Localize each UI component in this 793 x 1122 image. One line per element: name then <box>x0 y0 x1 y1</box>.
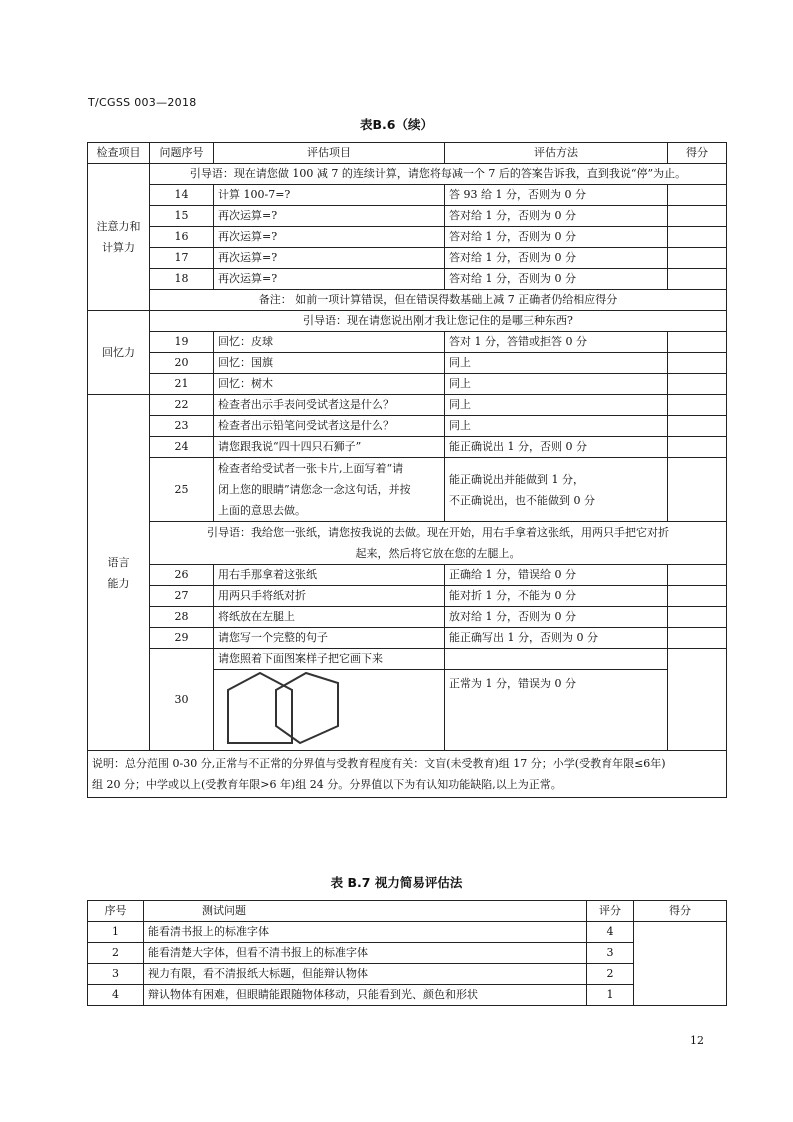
score-cell <box>668 416 727 437</box>
table-row <box>88 751 727 798</box>
question-item: 计算 100-7=? <box>214 185 445 206</box>
question-method: 同上 <box>445 374 668 395</box>
question-item: 回忆：皮球 <box>214 332 445 353</box>
score-cell <box>668 206 727 227</box>
attention-note: 备注： 如前一项计算错误，但在错误得数基础上减 7 正确者仍给相应得分 <box>150 290 727 311</box>
question-item: 再次运算=? <box>214 269 445 290</box>
score-cell <box>668 332 727 353</box>
table-row <box>88 206 727 227</box>
guide-line: 起来，然后将它放在您的左腿上。 <box>355 547 521 560</box>
score-cell <box>668 437 727 458</box>
header-item: 评估项目 <box>214 143 445 164</box>
question-method: 能正确说出 1 分，否则 0 分 <box>445 437 668 458</box>
table-row <box>88 437 727 458</box>
score-cell <box>668 607 727 628</box>
item-line: 闭上您的眼睛”请您念一念这句话，并按 <box>218 483 411 496</box>
question-item: 再次运算=? <box>214 206 445 227</box>
row-number: 1 <box>88 922 144 943</box>
row-number: 3 <box>88 964 144 985</box>
mmse-table <box>87 142 727 798</box>
score-cell <box>668 185 727 206</box>
table-row <box>88 943 727 964</box>
score-cell <box>668 374 727 395</box>
page-number: 12 <box>690 1034 704 1047</box>
header-category: 检查项目 <box>88 143 150 164</box>
question-number: 15 <box>150 206 214 227</box>
question-item: 检查者出示手表问受试者这是什么？ <box>214 395 445 416</box>
header-score: 得分 <box>668 143 727 164</box>
table-row <box>88 332 727 353</box>
question-method: 正常为 1 分，错误为 0 分 <box>445 670 668 751</box>
test-question: 能看清书报上的标准字体 <box>144 922 587 943</box>
table-row <box>88 985 727 1006</box>
table-row <box>88 374 727 395</box>
question-item <box>214 458 445 522</box>
test-question: 辩认物体有困难，但眼睛能跟随物体移动，只能看到光、颜色和形状 <box>144 985 587 1006</box>
table-header-row <box>88 143 727 164</box>
rating-value: 1 <box>587 985 634 1006</box>
item-line: 检查者给受试者一张卡片,上面写着“请 <box>218 462 404 475</box>
header-rating: 评分 <box>587 901 634 922</box>
table-row <box>88 290 727 311</box>
footnote-line: 组 20 分；中学或以上(受教育年限>6 年)组 24 分。分界值以下为有认知功能缺陷,以上为正常。 <box>92 778 562 791</box>
question-item: 请您跟我说“四十四只石狮子” <box>214 437 445 458</box>
table-row <box>88 607 727 628</box>
document-code: T/CGSS 003—2018 <box>88 96 197 109</box>
score-cell <box>668 458 727 522</box>
table-row <box>88 311 727 332</box>
question-number: 20 <box>150 353 214 374</box>
pentagon-figure-cell <box>214 670 445 751</box>
test-question: 视力有限，看不清报纸大标题，但能辩认物体 <box>144 964 587 985</box>
table-row <box>88 964 727 985</box>
attention-guide: 引导语：现在请您做 100 减 7 的连续计算，请您将每减一个 7 后的答案告诉我，直到我说“停”为止。 <box>150 164 727 185</box>
question-method: 放对给 1 分，否则为 0 分 <box>445 607 668 628</box>
recall-guide: 引导语：现在请您说出刚才我让您记住的是哪三种东西? <box>150 311 727 332</box>
category-language <box>88 395 150 751</box>
test-question: 能看清楚大字体，但看不清书报上的标准字体 <box>144 943 587 964</box>
question-item: 将纸放在左腿上 <box>214 607 445 628</box>
table-b6-caption: 表B.6（续） <box>360 117 433 132</box>
question-method: 答对给 1 分，否则为 0 分 <box>445 248 668 269</box>
table-row <box>88 164 727 185</box>
question-method: 能对折 1 分，不能为 0 分 <box>445 586 668 607</box>
question-number: 26 <box>150 565 214 586</box>
rating-value: 2 <box>587 964 634 985</box>
question-number: 21 <box>150 374 214 395</box>
question-number: 27 <box>150 586 214 607</box>
question-method: 答对 1 分，答错或拒答 0 分 <box>445 332 668 353</box>
table-row <box>88 395 727 416</box>
question-method: 答 93 给 1 分，否则为 0 分 <box>445 185 668 206</box>
table-row <box>88 416 727 437</box>
header-score: 得分 <box>634 901 727 922</box>
question-number: 16 <box>150 227 214 248</box>
question-method: 答对给 1 分，否则为 0 分 <box>445 227 668 248</box>
question-item: 再次运算=? <box>214 227 445 248</box>
method-line: 不正确说出，也不能做到 0 分 <box>449 493 595 507</box>
table-footnote <box>88 751 727 798</box>
question-number: 17 <box>150 248 214 269</box>
question-method: 答对给 1 分，否则为 0 分 <box>445 269 668 290</box>
footnote-line: 说明：总分范围 0-30 分,正常与不正常的分界值与受教育程度有关：文盲(未受教育)组 17 分；小学(受教育年限≤6年) <box>92 757 666 770</box>
table-row <box>88 922 727 943</box>
question-number: 28 <box>150 607 214 628</box>
question-method: 能正确写出 1 分，否则为 0 分 <box>445 628 668 649</box>
intersecting-pentagons-figure <box>214 670 445 750</box>
question-number: 19 <box>150 332 214 353</box>
row-number: 4 <box>88 985 144 1006</box>
question-method: 答对给 1 分，否则为 0 分 <box>445 206 668 227</box>
question-number: 18 <box>150 269 214 290</box>
question-method: 同上 <box>445 353 668 374</box>
score-cell <box>668 628 727 649</box>
table-row <box>88 628 727 649</box>
table-row <box>88 458 727 522</box>
category-language-line1: 语言 <box>107 555 130 569</box>
method-empty-cell <box>445 649 668 670</box>
question-number: 29 <box>150 628 214 649</box>
item-line: 上面的意思去做。 <box>218 504 306 517</box>
category-language-line2: 能力 <box>107 576 130 590</box>
table-b7-caption: 表 B.7 视力简易评估法 <box>330 875 463 890</box>
table-row <box>88 248 727 269</box>
table-row <box>88 649 727 670</box>
method-line: 能正确说出并能做到 1 分， <box>449 472 584 486</box>
header-number: 问题序号 <box>150 143 214 164</box>
question-item: 回忆：树木 <box>214 374 445 395</box>
question-item: 检查者出示铅笔问受试者这是什么？ <box>214 416 445 437</box>
question-number: 22 <box>150 395 214 416</box>
score-cell <box>668 269 727 290</box>
table-header-row <box>88 901 727 922</box>
question-item: 用右手那拿着这张纸 <box>214 565 445 586</box>
question-number: 23 <box>150 416 214 437</box>
question-number: 14 <box>150 185 214 206</box>
question-item: 再次运算=? <box>214 248 445 269</box>
category-recall: 回忆力 <box>88 311 150 395</box>
question-item: 请您写一个完整的句子 <box>214 628 445 649</box>
score-cell <box>668 565 727 586</box>
score-cell <box>668 649 727 751</box>
table-row <box>88 227 727 248</box>
header-question: 测试问题 <box>144 901 587 922</box>
header-method: 评估方法 <box>445 143 668 164</box>
header-number: 序号 <box>88 901 144 922</box>
category-attention: 注意力和计算力 <box>88 164 150 311</box>
score-cell <box>668 353 727 374</box>
question-number: 25 <box>150 458 214 522</box>
score-cell <box>668 248 727 269</box>
row-number: 2 <box>88 943 144 964</box>
table-row <box>88 353 727 374</box>
table-row <box>88 522 727 565</box>
question-number: 24 <box>150 437 214 458</box>
question-number: 30 <box>150 649 214 751</box>
rating-value: 4 <box>587 922 634 943</box>
score-cell <box>634 922 727 1006</box>
table-row <box>88 269 727 290</box>
question-item: 用两只手将纸对折 <box>214 586 445 607</box>
score-cell <box>668 227 727 248</box>
question-method <box>445 458 668 522</box>
rating-value: 3 <box>587 943 634 964</box>
table-row <box>88 565 727 586</box>
question-item: 请您照着下面图案样子把它画下来 <box>214 649 445 670</box>
question-method: 正确给 1 分，错误给 0 分 <box>445 565 668 586</box>
score-cell <box>668 395 727 416</box>
question-method: 同上 <box>445 395 668 416</box>
guide-line: 引导语：我给您一张纸，请您按我说的去做。现在开始，用右手拿着这张纸，用两只手把它对折 <box>207 526 669 539</box>
table-row <box>88 586 727 607</box>
question-method: 同上 <box>445 416 668 437</box>
vision-table <box>87 900 727 1006</box>
table-row <box>88 185 727 206</box>
language-guide <box>150 522 727 565</box>
score-cell <box>668 586 727 607</box>
question-item: 回忆：国旗 <box>214 353 445 374</box>
